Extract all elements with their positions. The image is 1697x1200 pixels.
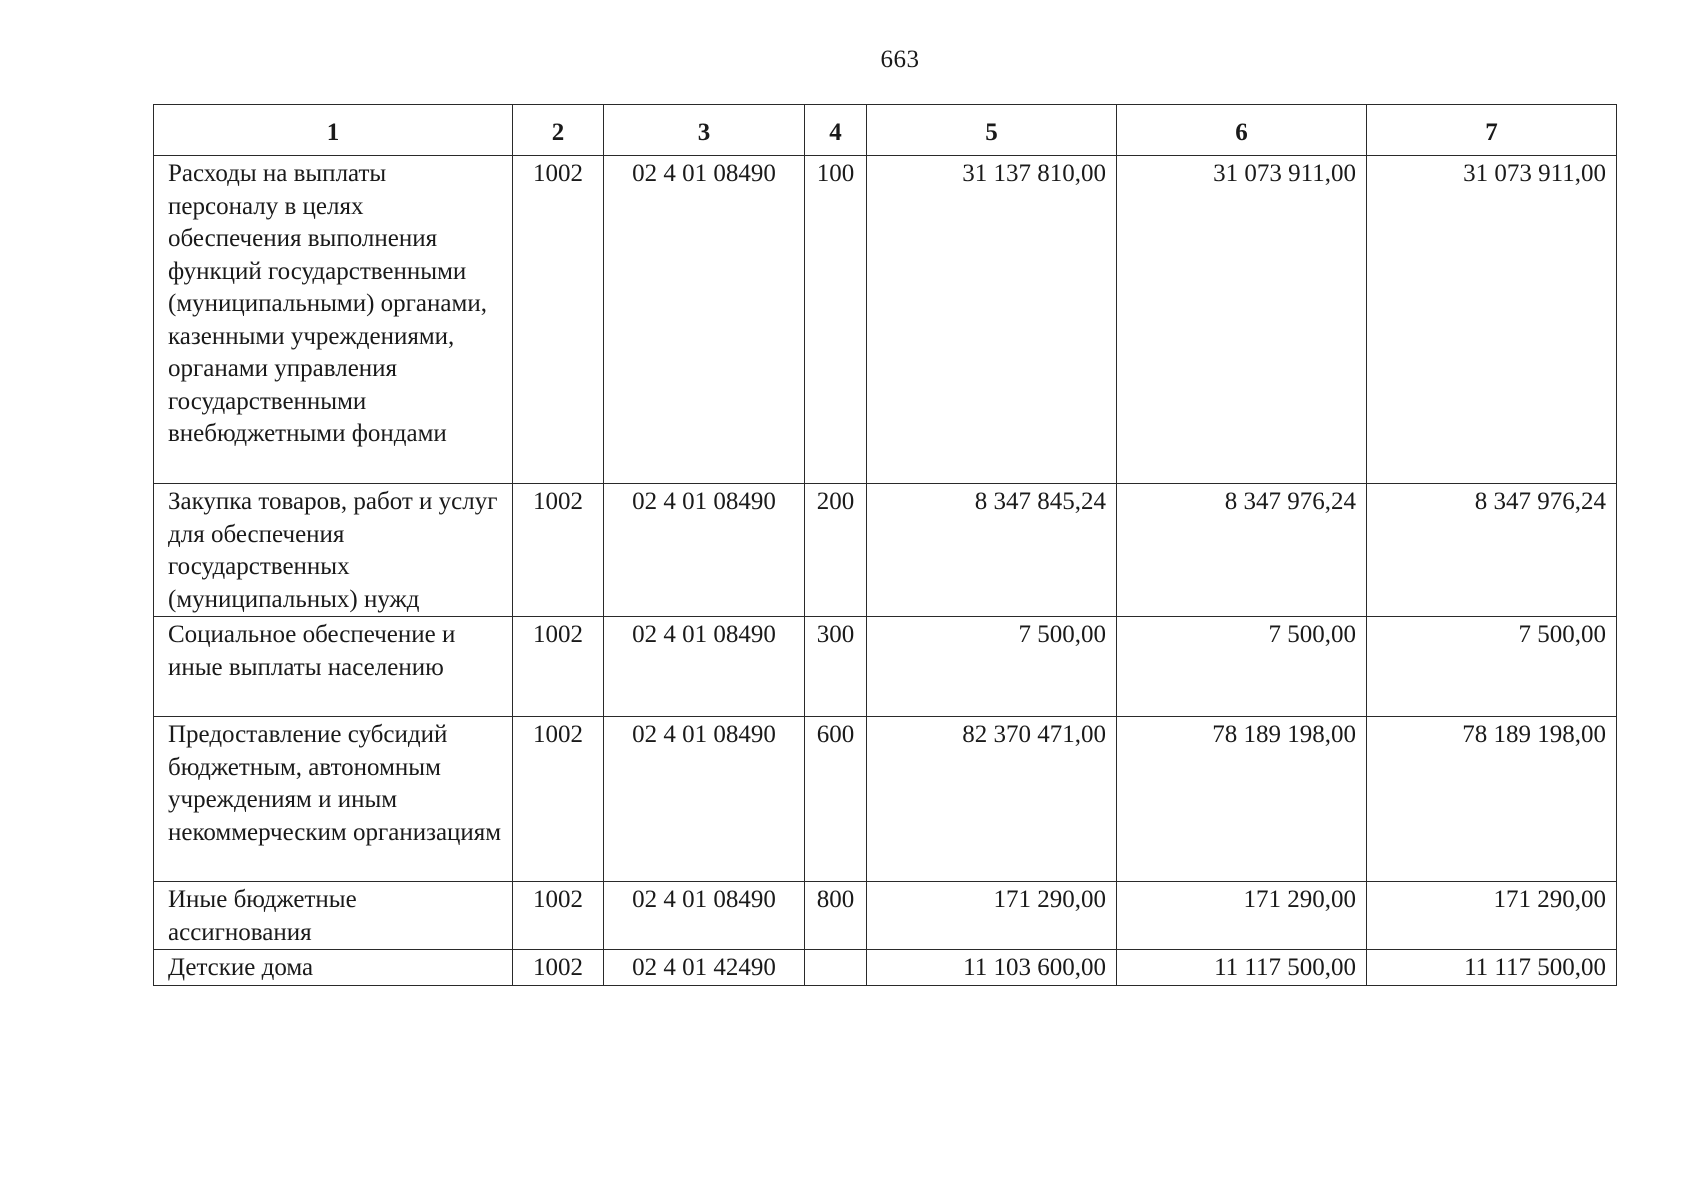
column-header: 7 xyxy=(1367,105,1617,156)
section-code-cell: 1002 xyxy=(513,156,604,484)
column-header: 4 xyxy=(805,105,867,156)
table-row xyxy=(154,484,1617,617)
table-row xyxy=(154,950,1617,986)
amount-cell: 78 189 198,00 xyxy=(1367,717,1617,882)
expense-type-cell: 600 xyxy=(805,717,867,882)
amount-cell: 7 500,00 xyxy=(1367,617,1617,717)
column-header: 6 xyxy=(1117,105,1367,156)
amount-cell: 8 347 976,24 xyxy=(1117,484,1367,617)
amount-cell: 7 500,00 xyxy=(867,617,1117,717)
expense-name-cell: Расходы на выплаты персоналу в целях обеспечения выполнения функций государственными (муниципальными) органами, казенными учреждениями, органами управления государственными внебюджетными фондами xyxy=(154,156,513,484)
column-header: 5 xyxy=(867,105,1117,156)
amount-cell: 8 347 845,24 xyxy=(867,484,1117,617)
amount-cell: 11 103 600,00 xyxy=(867,950,1117,986)
expense-name-cell: Закупка товаров, работ и услуг для обеспечения государственных (муниципальных) нужд xyxy=(154,484,513,617)
column-header: 3 xyxy=(604,105,805,156)
amount-cell: 7 500,00 xyxy=(1117,617,1367,717)
target-code-cell: 02 4 01 08490 xyxy=(604,617,805,717)
amount-cell: 82 370 471,00 xyxy=(867,717,1117,882)
expense-name-cell: Детские дома xyxy=(154,950,513,986)
amount-cell: 171 290,00 xyxy=(1117,882,1367,950)
section-code-cell: 1002 xyxy=(513,950,604,986)
target-code-cell: 02 4 01 08490 xyxy=(604,882,805,950)
expense-type-cell xyxy=(805,950,867,986)
amount-cell: 8 347 976,24 xyxy=(1367,484,1617,617)
section-code-cell: 1002 xyxy=(513,717,604,882)
table-row xyxy=(154,882,1617,950)
amount-cell: 31 073 911,00 xyxy=(1367,156,1617,484)
amount-cell: 11 117 500,00 xyxy=(1117,950,1367,986)
amount-cell: 171 290,00 xyxy=(1367,882,1617,950)
amount-cell: 78 189 198,00 xyxy=(1117,717,1367,882)
target-code-cell: 02 4 01 42490 xyxy=(604,950,805,986)
amount-cell: 11 117 500,00 xyxy=(1367,950,1617,986)
target-code-cell: 02 4 01 08490 xyxy=(604,484,805,617)
page-number: 663 xyxy=(880,46,920,73)
expense-type-cell: 200 xyxy=(805,484,867,617)
section-code-cell: 1002 xyxy=(513,484,604,617)
amount-cell: 31 137 810,00 xyxy=(867,156,1117,484)
amount-cell: 171 290,00 xyxy=(867,882,1117,950)
amount-cell: 31 073 911,00 xyxy=(1117,156,1367,484)
table-row xyxy=(154,156,1617,484)
table-header-row xyxy=(154,105,1617,156)
target-code-cell: 02 4 01 08490 xyxy=(604,717,805,882)
expense-name-cell: Предоставление субсидий бюджетным, автономным учреждениям и иным некоммерческим организациям xyxy=(154,717,513,882)
budget-table xyxy=(153,104,1617,986)
column-header: 1 xyxy=(154,105,513,156)
table-row xyxy=(154,717,1617,882)
column-header: 2 xyxy=(513,105,604,156)
expense-type-cell: 800 xyxy=(805,882,867,950)
section-code-cell: 1002 xyxy=(513,882,604,950)
section-code-cell: 1002 xyxy=(513,617,604,717)
expense-name-cell: Иные бюджетные ассигнования xyxy=(154,882,513,950)
expense-type-cell: 300 xyxy=(805,617,867,717)
target-code-cell: 02 4 01 08490 xyxy=(604,156,805,484)
expense-name-cell: Социальное обеспечение и иные выплаты населению xyxy=(154,617,513,717)
expense-type-cell: 100 xyxy=(805,156,867,484)
table-row xyxy=(154,617,1617,717)
